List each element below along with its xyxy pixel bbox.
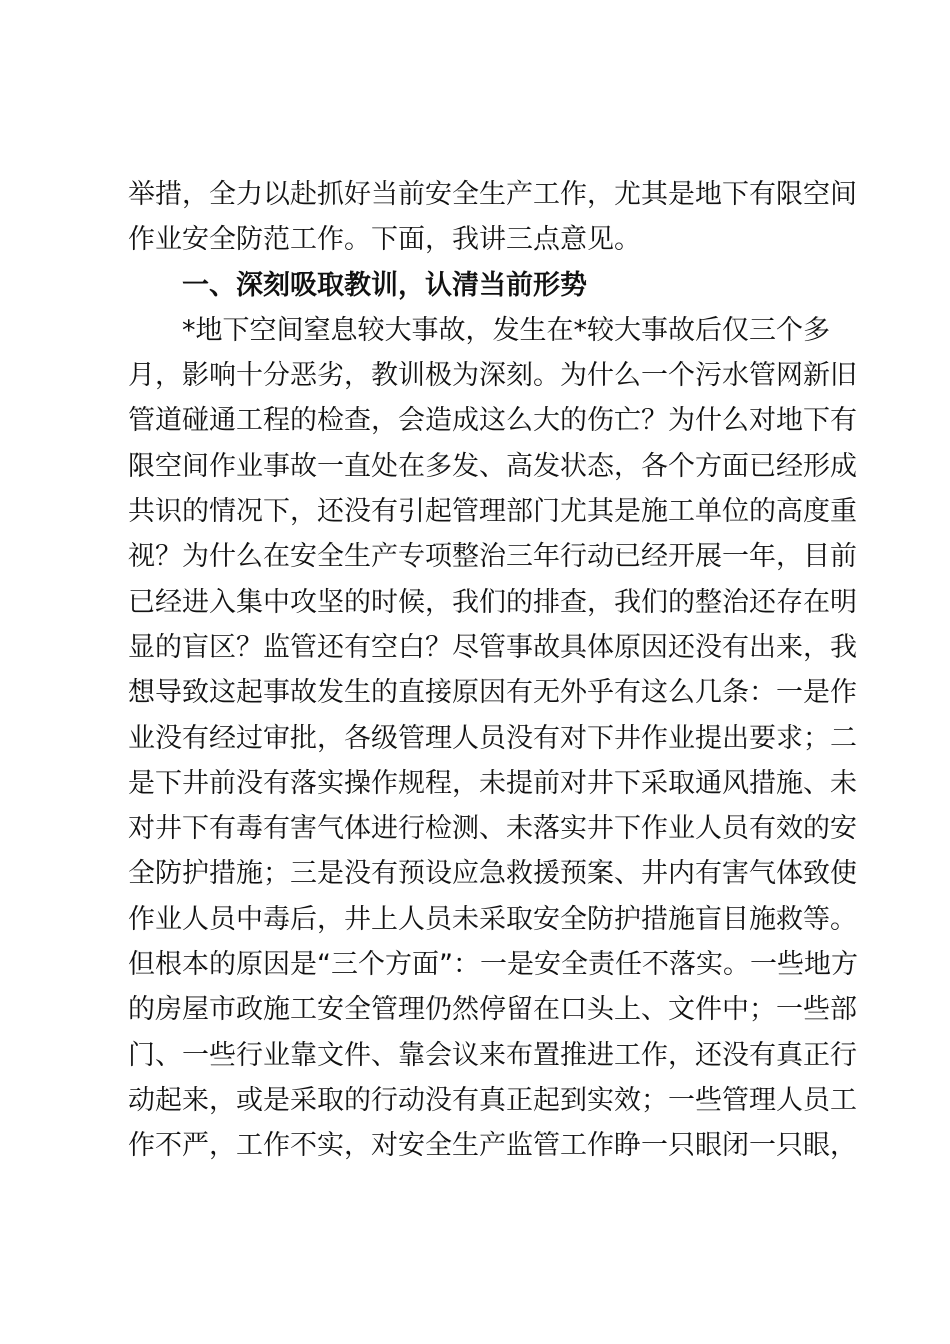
body-line-12: 想导致这起事故发生的直接原因有无外乎有这么几条：一是作 xyxy=(128,677,857,709)
body-line-14: 是下井前没有落实操作规程，未提前对井下采取通风措施、未 xyxy=(128,767,857,799)
body-line-18: 但根本的原因是“三个方面”：一是安全责任不落实。一些地方 xyxy=(128,949,858,981)
body-line-9: 视？为什么在安全生产专项整治三年行动已经开展一年，目前 xyxy=(128,541,857,573)
body-line-2: 作业安全防范工作。下面，我讲三点意见。 xyxy=(128,224,641,256)
body-line-13: 业没有经过审批，各级管理人员没有对下井作业提出要求；二 xyxy=(128,722,857,754)
body-line-8: 共识的情况下，还没有引起管理部门尤其是施工单位的高度重 xyxy=(128,496,857,528)
document-body xyxy=(128,172,858,1169)
body-line-19: 的房屋市政施工安全管理仍然停留在口头上、文件中；一些部 xyxy=(128,994,857,1026)
body-line-5: 月，影响十分恶劣，教训极为深刻。为什么一个污水管网新旧 xyxy=(128,360,857,392)
body-line-11: 显的盲区？监管还有空白？尽管事故具体原因还没有出来，我 xyxy=(128,631,857,663)
body-line-10: 已经进入集中攻坚的时候，我们的排查，我们的整治还存在明 xyxy=(128,586,857,618)
section-heading: 一、深刻吸取教训，认清当前形势 xyxy=(182,269,587,301)
body-line-20: 门、一些行业靠文件、靠会议来布置推进工作，还没有真正行 xyxy=(128,1039,857,1071)
body-line-16: 全防护措施；三是没有预设应急救援预案、井内有害气体致使 xyxy=(128,858,857,890)
body-line-22: 作不严，工作不实，对安全生产监管工作睁一只眼闭一只眼， xyxy=(128,1130,857,1162)
paragraph-first-line: *地下空间窒息较大事故，发生在*较大事故后仅三个多 xyxy=(182,314,830,346)
body-line-21: 动起来，或是采取的行动没有真正起到实效；一些管理人员工 xyxy=(128,1084,857,1116)
body-line-15: 对井下有毒有害气体进行检测、未落实井下作业人员有效的安 xyxy=(128,813,857,845)
body-line-17: 作业人员中毒后，井上人员未采取安全防护措施盲目施救等。 xyxy=(128,903,857,935)
body-line-6: 管道碰通工程的检查，会造成这么大的伤亡？为什么对地下有 xyxy=(128,405,857,437)
body-line-1: 举措，全力以赴抓好当前安全生产工作，尤其是地下有限空间 xyxy=(128,179,857,210)
body-line-7: 限空间作业事故一直处在多发、高发状态，各个方面已经形成 xyxy=(128,450,857,482)
